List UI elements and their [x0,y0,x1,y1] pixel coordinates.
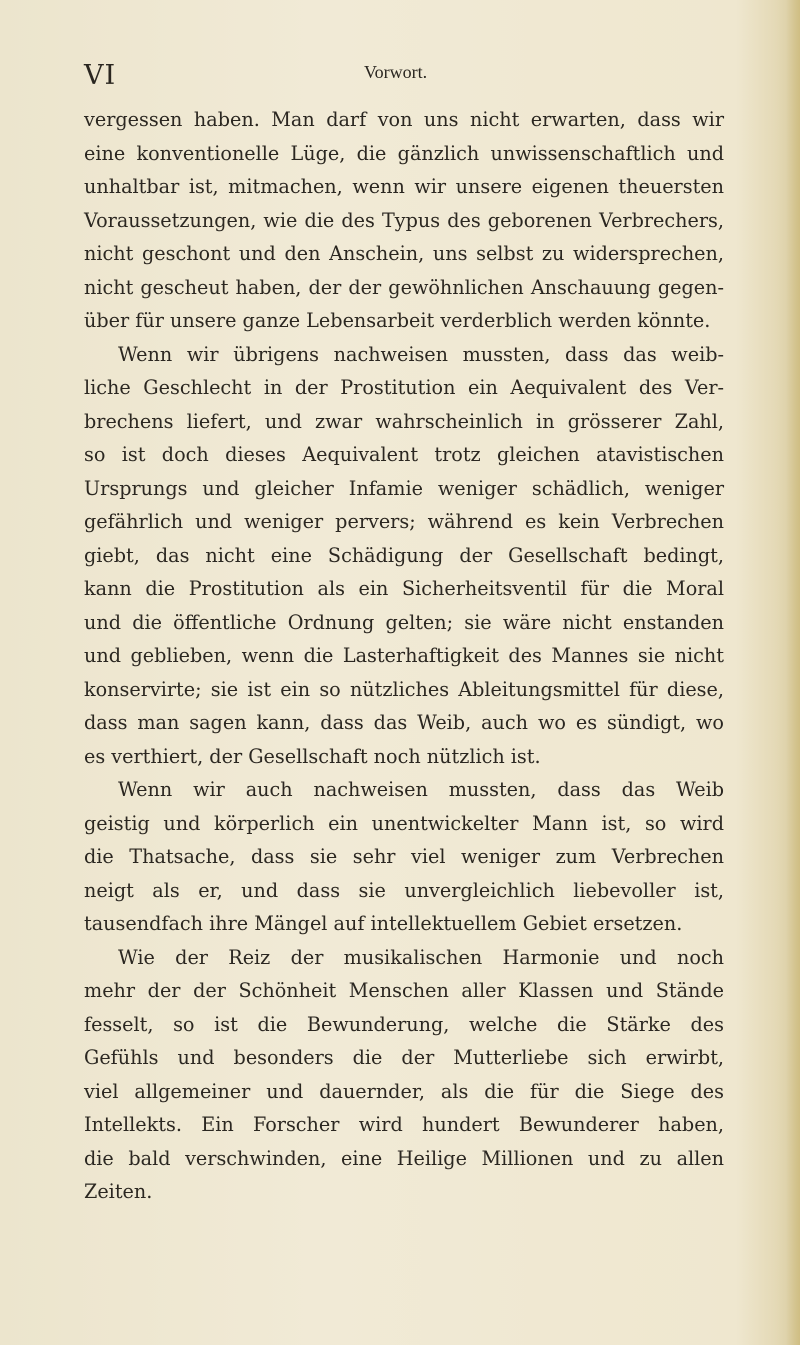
text-line: so ist doch dieses Aequivalent trotz gleichen atavistischen [84,443,724,466]
text-line: kann die Prostitution als ein Sicherheitsventil für die Moral [84,577,724,600]
text-line: Wie der Reiz der musikalischen Harmonie und noch [118,945,724,969]
page-edge-shadow [786,0,800,1345]
page-header [84,58,724,98]
text-line: giebt, das nicht eine Schädigung der Gesellschaft bedingt, [84,543,724,567]
text-line: es verthiert, der Gesellschaft noch nützlich ist. [84,744,541,768]
text-line: Ursprungs und gleicher Infamie weniger schädlich, weniger [84,476,724,500]
text-line: tausendfach ihre Mängel auf intellektuellem Gebiet ersetzen. [84,912,683,935]
text-line: die Thatsache, dass sie sehr viel weniger zum Verbrechen [84,845,724,868]
text-line: dass man sagen kann, dass das Weib, auch wo es sündigt, wo [84,711,724,734]
text-line: unhaltbar ist, mitmachen, wenn wir unsere eigenen theuersten [84,175,724,198]
text-line: eine konventionelle Lüge, die gänzlich unwissenschaftlich und [84,141,724,165]
text-line: neigt als er, und dass sie unvergleichlich liebevoller ist, [84,878,724,902]
text-line: geistig und körperlich ein unentwickelter Mann ist, so wird [84,811,724,835]
text-line: viel allgemeiner und dauernder, als die für die Siege des [84,1079,724,1103]
text-line: fesselt, so ist die Bewunderung, welche die Stärke des [84,1012,724,1036]
text-line: und geblieben, wenn die Lasterhaftigkeit des Mannes sie nicht [84,644,724,667]
text-line: Wenn wir übrigens nachweisen mussten, dass das weib- [118,342,724,366]
text-line: die bald verschwinden, eine Heilige Millionen und zu allen [84,1146,724,1170]
text-line: Zeiten. [84,1180,153,1203]
text-line: brechens liefert, und zwar wahrscheinlich in grösserer Zahl, [84,409,724,433]
text-line: Voraussetzungen, wie die des Typus des geborenen Verbrechers, [84,208,724,232]
text-line: und die öffentliche Ordnung gelten; sie wäre nicht enstanden [84,610,724,634]
page-number: VI [84,60,117,91]
text-line: vergessen haben. Man darf von uns nicht erwarten, dass wir [84,108,724,131]
text-line: mehr der der Schönheit Menschen aller Klassen und Stände [84,979,724,1002]
text-line: liche Geschlecht in der Prostitution ein Aequivalent des Ver- [84,376,724,399]
text-line: nicht gescheut haben, der der gewöhnlichen Anschauung gegen- [84,275,724,299]
text-line: über für unsere ganze Lebensarbeit verderblich werden könnte. [84,309,711,332]
body-text [84,103,724,1209]
text-line: nicht geschont und den Anschein, uns selbst zu widersprechen, [84,242,724,265]
text-line: konservirte; sie ist ein so nützliches Ableitungsmittel für diese, [84,677,724,701]
text-line: gefährlich und weniger pervers; während es kein Verbrechen [84,510,724,533]
text-line: Gefühls und besonders die der Mutterliebe sich erwirbt, [84,1046,724,1069]
running-head: Vorwort. [364,62,428,82]
text-line: Intellekts. Ein Forscher wird hundert Bewunderer haben, [84,1113,724,1136]
text-line: Wenn wir auch nachweisen mussten, dass das Weib [118,778,724,801]
